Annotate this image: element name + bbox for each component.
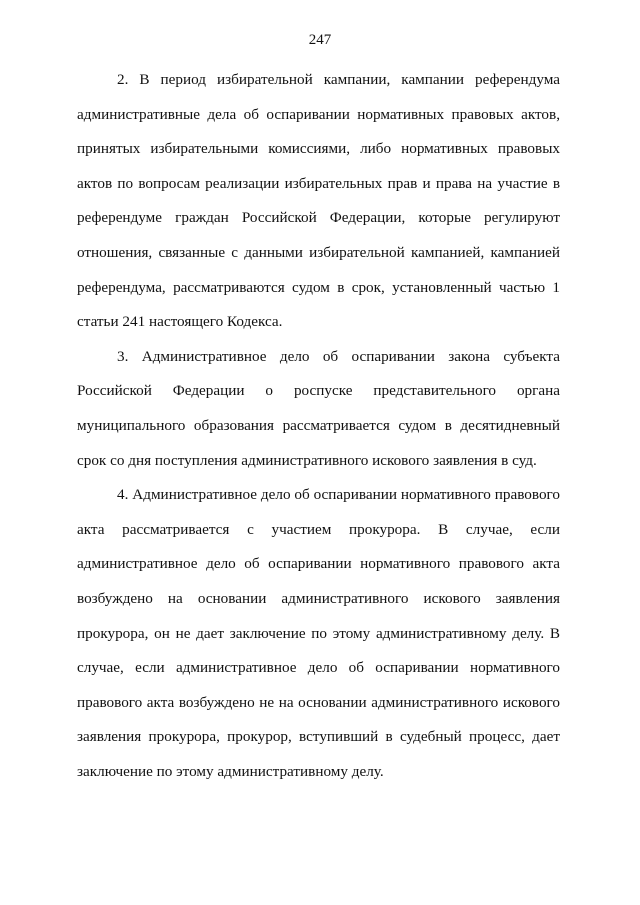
- page-number: 247: [308, 32, 332, 48]
- paragraph-2: 2. В период избирательной кампании, кампании референдума административные дела об оспаривании нормативных правовых актов, принятых избирательными комиссиями, либо нормативных правовых актов по вопросам реализации избирательных прав и права на участие в референдуме граждан Российской Федерации, которые регулируют отношения, связанные с данными избирательной кампанией, кампанией референдума, рассматриваются судом в срок, установленный частью 1 статьи 241 настоящего Кодекса.: [77, 71, 560, 331]
- document-body: [77, 63, 560, 789]
- paragraph-3: 3. Административное дело об оспаривании закона субъекта Российской Федерации о роспуске представительного органа муниципального образования рассматривается судом в десятидневный срок со дня поступления административного искового заявления в суд.: [77, 347, 560, 469]
- paragraph-4: 4. Административное дело об оспаривании нормативного правового акта рассматривается с участием прокурора. В случае, если административное дело об оспаривании нормативного правового акта возбуждено на основании административного искового заявления прокурора, он не дает заключение по этому административному делу. В случае, если административное дело об оспаривании нормативного правового акта возбуждено не на основании административного искового заявления прокурора, прокурор, вступивший в судебный процесс, дает заключение по этому административному делу.: [77, 486, 560, 780]
